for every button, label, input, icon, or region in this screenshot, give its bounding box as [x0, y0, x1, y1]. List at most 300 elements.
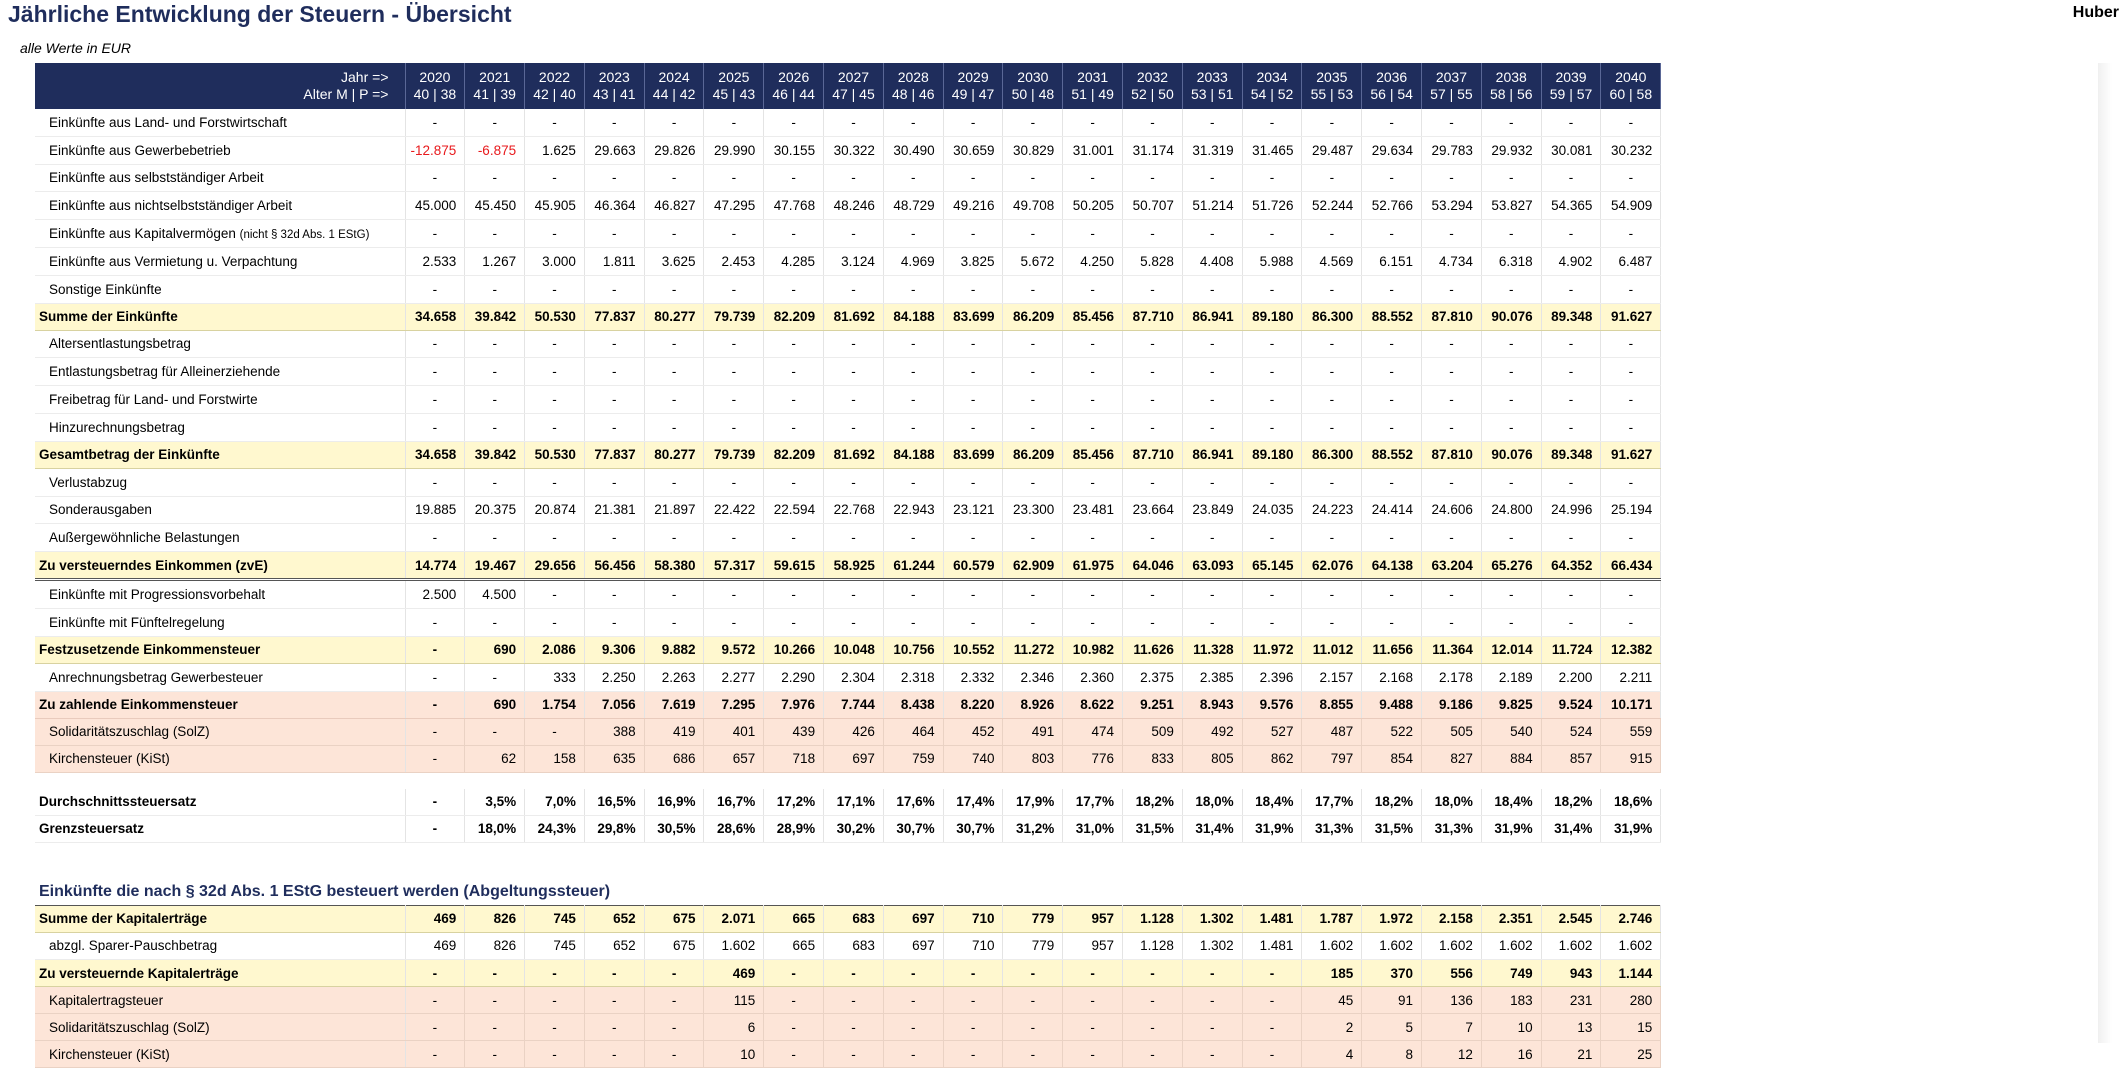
value-cell: 81.692: [824, 441, 884, 468]
row-label: [35, 580, 405, 609]
age-label: 53 | 51: [1190, 86, 1234, 102]
value-cell: -: [405, 386, 465, 414]
value-cell: 23.481: [1063, 496, 1123, 524]
table-row: [35, 580, 1661, 609]
value-cell: 469: [405, 905, 465, 932]
value-cell: -: [1182, 960, 1242, 987]
value-cell: -: [1003, 358, 1063, 386]
row-label-text: Einkünfte aus selbstständiger Arbeit: [49, 170, 264, 186]
value-cell: 509: [1123, 718, 1183, 745]
year-label: 2025: [718, 69, 750, 85]
value-cell: 2.453: [704, 247, 764, 275]
year-label: 2029: [957, 69, 989, 85]
value-cell: 2.746: [1601, 905, 1661, 932]
value-cell: 11.724: [1541, 636, 1601, 663]
row-label: [35, 136, 405, 164]
value-cell: -: [405, 220, 465, 248]
value-cell: -: [1422, 608, 1482, 636]
value-cell: 24.606: [1422, 496, 1482, 524]
value-cell: -: [584, 987, 644, 1014]
value-cell: -: [1182, 275, 1242, 303]
value-cell: 11.012: [1302, 636, 1362, 663]
row-label-text: Solidaritätszuschlag (SolZ): [49, 1019, 210, 1035]
value-cell: 18,4%: [1481, 789, 1541, 816]
value-cell: -: [764, 524, 824, 552]
value-cell: 388: [584, 718, 644, 745]
value-cell: -: [1123, 275, 1183, 303]
value-cell: -: [584, 164, 644, 192]
value-cell: -: [1182, 358, 1242, 386]
value-cell: 697: [824, 745, 884, 772]
value-cell: -: [1003, 220, 1063, 248]
value-cell: -: [943, 580, 1003, 609]
value-cell: 657: [704, 745, 764, 772]
year-label: 2023: [598, 69, 630, 85]
value-cell: 491: [1003, 718, 1063, 745]
value-cell: -: [764, 109, 824, 136]
year-label: 2030: [1017, 69, 1049, 85]
value-cell: 776: [1063, 745, 1123, 772]
table-row: [35, 164, 1661, 192]
value-cell: 690: [465, 691, 525, 718]
value-cell: -: [1123, 164, 1183, 192]
value-cell: 31,3%: [1302, 815, 1362, 842]
value-cell: 2.332: [943, 663, 1003, 691]
value-cell: -: [1541, 524, 1601, 552]
value-cell: -: [1063, 1014, 1123, 1041]
value-cell: 31,5%: [1362, 815, 1422, 842]
value-cell: 18,6%: [1601, 789, 1661, 816]
value-cell: 4.500: [465, 580, 525, 609]
value-cell: 31,2%: [1003, 815, 1063, 842]
value-cell: -: [584, 608, 644, 636]
value-cell: 34.658: [405, 303, 465, 330]
value-cell: -: [943, 1041, 1003, 1068]
value-cell: 1.602: [704, 932, 764, 960]
table-row: [35, 691, 1661, 718]
year-label: 2033: [1196, 69, 1228, 85]
value-cell: 158: [525, 745, 585, 772]
value-cell: -: [824, 468, 884, 496]
value-cell: 862: [1242, 745, 1302, 772]
value-cell: 4.250: [1063, 247, 1123, 275]
value-cell: 30.659: [943, 136, 1003, 164]
value-cell: -: [764, 580, 824, 609]
value-cell: -: [525, 330, 585, 358]
value-cell: 9.576: [1242, 691, 1302, 718]
value-cell: 46.827: [644, 192, 704, 220]
value-cell: -: [824, 386, 884, 414]
value-cell: -: [1242, 580, 1302, 609]
value-cell: -: [1063, 330, 1123, 358]
age-label: 44 | 42: [652, 86, 696, 102]
value-cell: 64.046: [1123, 552, 1183, 580]
value-cell: 675: [644, 932, 704, 960]
value-cell: -: [1063, 468, 1123, 496]
value-cell: 23.664: [1123, 496, 1183, 524]
row-label-text: Hinzurechnungsbetrag: [49, 419, 185, 435]
value-cell: -: [1123, 524, 1183, 552]
value-cell: 2.500: [405, 580, 465, 609]
value-cell: 77.837: [584, 303, 644, 330]
table-row: [35, 718, 1661, 745]
value-cell: -: [1123, 413, 1183, 441]
value-cell: -: [465, 960, 525, 987]
value-cell: 1.481: [1242, 932, 1302, 960]
value-cell: 21.381: [584, 496, 644, 524]
section-heading: Einkünfte die nach § 32d Abs. 1 EStG besteuert werden (Abgeltungssteuer): [39, 882, 611, 900]
value-cell: 1.128: [1123, 905, 1183, 932]
year-label: 2028: [897, 69, 929, 85]
value-cell: -: [584, 386, 644, 414]
value-cell: 18,0%: [465, 815, 525, 842]
value-cell: -: [1242, 220, 1302, 248]
value-cell: 797: [1302, 745, 1362, 772]
row-label: [35, 524, 405, 552]
value-cell: -: [1242, 1041, 1302, 1068]
value-cell: -: [764, 220, 824, 248]
value-cell: 635: [584, 745, 644, 772]
value-cell: -: [1123, 580, 1183, 609]
value-cell: 231: [1541, 987, 1601, 1014]
value-cell: 18,4%: [1242, 789, 1302, 816]
value-cell: 5: [1362, 1014, 1422, 1041]
table-row: [35, 552, 1661, 580]
value-cell: 2.533: [405, 247, 465, 275]
value-cell: 25.194: [1601, 496, 1661, 524]
value-cell: 2.346: [1003, 663, 1063, 691]
value-cell: 665: [764, 932, 824, 960]
value-cell: -: [525, 109, 585, 136]
row-label: [35, 386, 405, 414]
value-cell: 333: [525, 663, 585, 691]
value-cell: -: [1422, 413, 1482, 441]
row-label: [35, 496, 405, 524]
value-cell: -: [465, 718, 525, 745]
year-label: 2021: [479, 69, 511, 85]
value-cell: -: [1601, 468, 1661, 496]
age-label: 57 | 55: [1430, 86, 1473, 102]
header-year-cell: [644, 63, 704, 109]
value-cell: 779: [1003, 905, 1063, 932]
value-cell: 884: [1481, 745, 1541, 772]
value-cell: -: [1362, 220, 1422, 248]
units-note: alle Werte in EUR: [20, 40, 132, 56]
value-cell: -: [883, 386, 943, 414]
value-cell: 19.467: [465, 552, 525, 580]
value-cell: 25: [1601, 1041, 1661, 1068]
value-cell: 83.699: [943, 441, 1003, 468]
value-cell: -: [644, 386, 704, 414]
value-cell: -: [943, 608, 1003, 636]
value-cell: 12.014: [1481, 636, 1541, 663]
value-cell: 4.902: [1541, 247, 1601, 275]
spacer-cell: [35, 772, 1661, 789]
value-cell: 2.545: [1541, 905, 1601, 932]
value-cell: 31,9%: [1242, 815, 1302, 842]
value-cell: 2.168: [1362, 663, 1422, 691]
value-cell: -: [1601, 164, 1661, 192]
value-cell: 29.663: [584, 136, 644, 164]
header-year-cell: [1003, 63, 1063, 109]
row-label: [35, 960, 405, 987]
value-cell: 50.707: [1123, 192, 1183, 220]
row-label: [35, 636, 405, 663]
value-cell: 53.827: [1481, 192, 1541, 220]
value-cell: 7.744: [824, 691, 884, 718]
value-cell: 8.438: [883, 691, 943, 718]
value-cell: -: [764, 330, 824, 358]
value-cell: -: [465, 109, 525, 136]
value-cell: -: [1422, 220, 1482, 248]
value-cell: -: [644, 468, 704, 496]
value-cell: 9.825: [1481, 691, 1541, 718]
value-cell: 280: [1601, 987, 1661, 1014]
value-cell: 10.171: [1601, 691, 1661, 718]
value-cell: 1.481: [1242, 905, 1302, 932]
value-cell: -: [1302, 109, 1362, 136]
value-cell: -: [584, 524, 644, 552]
value-cell: 17,2%: [764, 789, 824, 816]
value-cell: 54.909: [1601, 192, 1661, 220]
value-cell: -: [1123, 1041, 1183, 1068]
value-cell: 17,6%: [883, 789, 943, 816]
value-cell: 64.352: [1541, 552, 1601, 580]
value-cell: 439: [764, 718, 824, 745]
value-cell: -: [1063, 386, 1123, 414]
value-cell: 11.272: [1003, 636, 1063, 663]
value-cell: -: [405, 745, 465, 772]
row-label-text: Altersentlastungsbetrag: [49, 336, 191, 352]
row-label: [35, 789, 405, 816]
value-cell: -: [704, 413, 764, 441]
value-cell: -: [405, 815, 465, 842]
row-label-text: Sonderausgaben: [49, 502, 152, 518]
value-cell: -: [1362, 109, 1422, 136]
value-cell: -: [1182, 386, 1242, 414]
value-cell: 30,5%: [644, 815, 704, 842]
header-year-cell: [1601, 63, 1661, 109]
value-cell: -: [405, 358, 465, 386]
table-row: [35, 136, 1661, 164]
value-cell: -: [1063, 164, 1123, 192]
value-cell: 683: [824, 905, 884, 932]
value-cell: -: [644, 275, 704, 303]
section-heading-row: [35, 879, 1661, 906]
value-cell: 2.385: [1182, 663, 1242, 691]
value-cell: 686: [644, 745, 704, 772]
header-row: [35, 63, 1661, 109]
value-cell: 22.594: [764, 496, 824, 524]
value-cell: -: [883, 987, 943, 1014]
row-label-text: Durchschnittssteuersatz: [39, 794, 197, 810]
value-cell: -: [1182, 524, 1242, 552]
value-cell: -: [1481, 413, 1541, 441]
value-cell: 39.842: [465, 303, 525, 330]
value-cell: -: [1003, 330, 1063, 358]
value-cell: -: [943, 275, 1003, 303]
value-cell: 9.306: [584, 636, 644, 663]
value-cell: 9.488: [1362, 691, 1422, 718]
value-cell: 759: [883, 745, 943, 772]
year-label: 2032: [1136, 69, 1169, 85]
value-cell: 87.710: [1123, 303, 1183, 330]
row-label: [35, 1014, 405, 1041]
value-cell: -: [883, 960, 943, 987]
value-cell: -: [1601, 608, 1661, 636]
header-year-cell: [1541, 63, 1601, 109]
value-cell: 28,9%: [764, 815, 824, 842]
header-year-cell: [465, 63, 525, 109]
value-cell: 6.487: [1601, 247, 1661, 275]
value-cell: -: [704, 468, 764, 496]
value-cell: -: [1302, 386, 1362, 414]
value-cell: 24.996: [1541, 496, 1601, 524]
value-cell: -: [644, 164, 704, 192]
table-row: [35, 386, 1661, 414]
value-cell: -: [1123, 330, 1183, 358]
value-cell: -: [824, 524, 884, 552]
value-cell: 9.251: [1123, 691, 1183, 718]
value-cell: -: [1242, 524, 1302, 552]
value-cell: 718: [764, 745, 824, 772]
value-cell: -: [1541, 386, 1601, 414]
value-cell: -: [405, 636, 465, 663]
owner-name: Huber: [2072, 4, 2119, 21]
value-cell: 492: [1182, 718, 1242, 745]
value-cell: 18,2%: [1362, 789, 1422, 816]
value-cell: 749: [1481, 960, 1541, 987]
value-cell: 87.810: [1422, 441, 1482, 468]
value-cell: 45.450: [465, 192, 525, 220]
value-cell: -: [644, 220, 704, 248]
value-cell: -: [1481, 386, 1541, 414]
value-cell: 48.729: [883, 192, 943, 220]
header-year-cell: [1422, 63, 1482, 109]
value-cell: 30.829: [1003, 136, 1063, 164]
value-cell: -: [1422, 164, 1482, 192]
value-cell: -: [883, 413, 943, 441]
value-cell: 136: [1422, 987, 1482, 1014]
value-cell: 12.382: [1601, 636, 1661, 663]
age-label: 48 | 46: [891, 86, 935, 102]
table-row: [35, 663, 1661, 691]
value-cell: -: [1182, 580, 1242, 609]
value-cell: -: [883, 275, 943, 303]
value-cell: 833: [1123, 745, 1183, 772]
table-row: [35, 413, 1661, 441]
value-cell: 2.263: [644, 663, 704, 691]
value-cell: -: [1302, 468, 1362, 496]
row-label-text: Sonstige Einkünfte: [49, 281, 162, 297]
row-label-text: Einkünfte mit Progressionsvorbehalt: [49, 587, 266, 603]
value-cell: 1.625: [525, 136, 585, 164]
value-cell: -: [824, 330, 884, 358]
value-cell: 30.490: [883, 136, 943, 164]
value-cell: -: [883, 608, 943, 636]
value-cell: 86.941: [1182, 303, 1242, 330]
value-cell: 91.627: [1601, 303, 1661, 330]
value-cell: 1.602: [1302, 932, 1362, 960]
value-cell: 1.602: [1422, 932, 1482, 960]
value-cell: -: [1541, 164, 1601, 192]
value-cell: 7.619: [644, 691, 704, 718]
row-label-note: (nicht § 32d Abs. 1 EStG): [239, 229, 370, 242]
value-cell: 89.180: [1242, 303, 1302, 330]
row-label: [35, 663, 405, 691]
value-cell: 7: [1422, 1014, 1482, 1041]
value-cell: -: [1541, 413, 1601, 441]
value-cell: 943: [1541, 960, 1601, 987]
value-cell: -: [525, 1014, 585, 1041]
value-cell: -: [1003, 164, 1063, 192]
value-cell: 697: [883, 905, 943, 932]
value-cell: 522: [1362, 718, 1422, 745]
value-cell: 30,7%: [883, 815, 943, 842]
row-label-text: Außergewöhnliche Belastungen: [49, 530, 240, 546]
table-row: [35, 303, 1661, 330]
value-cell: 2.360: [1063, 663, 1123, 691]
value-cell: 82.209: [764, 441, 824, 468]
value-cell: 10.756: [883, 636, 943, 663]
value-cell: -: [1123, 1014, 1183, 1041]
value-cell: -: [525, 220, 585, 248]
value-cell: -: [1541, 220, 1601, 248]
value-cell: -: [1481, 580, 1541, 609]
value-cell: 6.151: [1362, 247, 1422, 275]
value-cell: 683: [824, 932, 884, 960]
value-cell: 7.976: [764, 691, 824, 718]
value-cell: 86.300: [1302, 441, 1362, 468]
value-cell: -: [1063, 608, 1123, 636]
value-cell: 31,9%: [1601, 815, 1661, 842]
value-cell: 690: [465, 636, 525, 663]
age-label: 45 | 43: [712, 86, 756, 102]
year-label: 2027: [837, 69, 870, 85]
value-cell: 540: [1481, 718, 1541, 745]
value-cell: 17,7%: [1302, 789, 1362, 816]
value-cell: 86.941: [1182, 441, 1242, 468]
value-cell: 58.380: [644, 552, 704, 580]
value-cell: -: [644, 330, 704, 358]
value-cell: 85.456: [1063, 303, 1123, 330]
value-cell: -: [584, 109, 644, 136]
value-cell: 49.708: [1003, 192, 1063, 220]
value-cell: 652: [584, 905, 644, 932]
value-cell: -: [1182, 1041, 1242, 1068]
value-cell: 29.634: [1362, 136, 1422, 164]
value-cell: 745: [525, 932, 585, 960]
value-cell: 3.825: [943, 247, 1003, 275]
table-row: [35, 815, 1661, 842]
value-cell: 5.988: [1242, 247, 1302, 275]
value-cell: -: [883, 330, 943, 358]
value-cell: -: [1601, 220, 1661, 248]
value-cell: -: [883, 358, 943, 386]
value-cell: -: [644, 524, 704, 552]
value-cell: 2.086: [525, 636, 585, 663]
value-cell: -: [1362, 275, 1422, 303]
table-row: [35, 745, 1661, 772]
value-cell: 45.000: [405, 192, 465, 220]
value-cell: -: [943, 358, 1003, 386]
value-cell: -: [1063, 275, 1123, 303]
value-cell: -: [1182, 220, 1242, 248]
value-cell: 2.158: [1422, 905, 1482, 932]
row-label: [35, 932, 405, 960]
value-cell: -: [405, 1014, 465, 1041]
value-cell: -: [1541, 580, 1601, 609]
